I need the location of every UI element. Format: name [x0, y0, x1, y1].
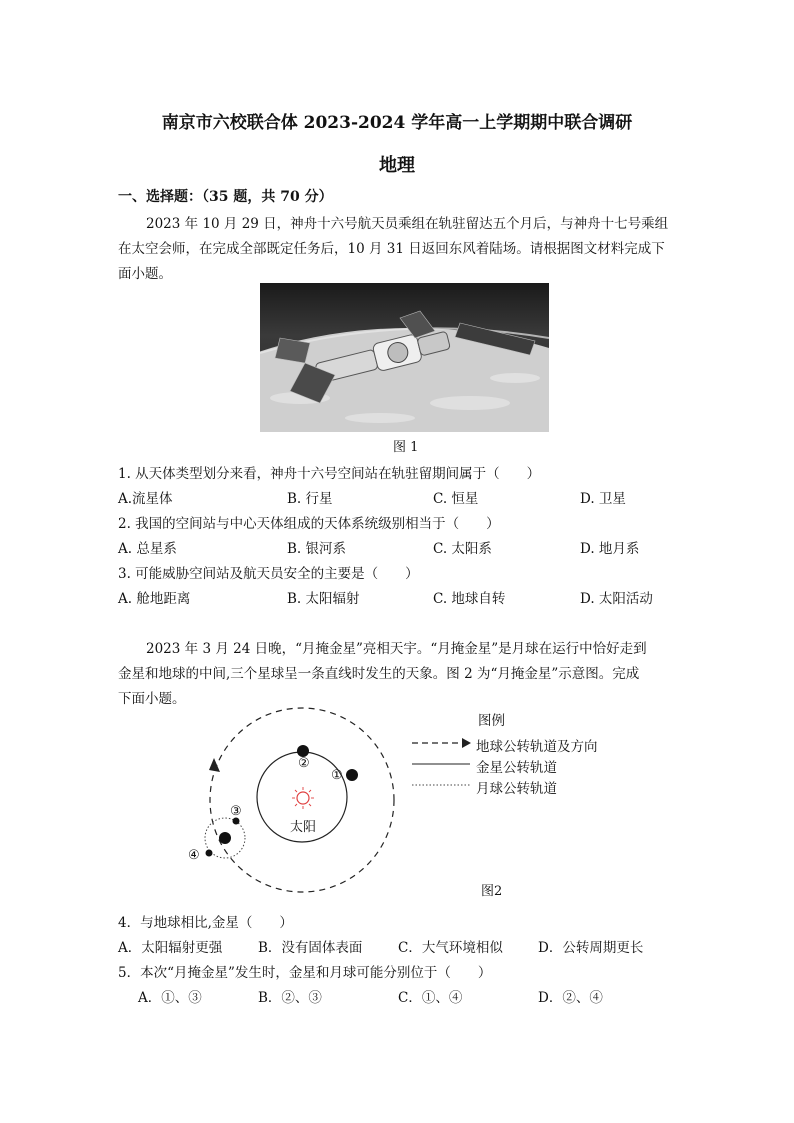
passage2-line1: 2023 年 3 月 24 日晚，“月掩金星”亮相天宇。“月掩金星”是月球在运行中恰好走到: [146, 641, 647, 657]
earth-orbit-arrow-icon: [209, 758, 220, 772]
passage1-line2: 在太空会师，在完成全部既定任务后，10 月 31 日返回东风着陆场。请根据图文材料完成下: [118, 241, 665, 257]
q5-option-b: B．②、③: [258, 990, 322, 1006]
q1-option-d: D. 卫星: [580, 491, 626, 507]
figure2-caption: 图2: [481, 884, 503, 899]
q3-option-c: C. 地球自转: [433, 591, 506, 607]
section-heading: 一、选择题：（35 题，共 70 分）: [118, 189, 333, 205]
q1-option-b: B. 行星: [287, 491, 333, 507]
moon-position-4: [206, 850, 213, 857]
sun-icon: [292, 787, 314, 809]
orbit-diagram: [190, 700, 530, 900]
q1-option-c: C. 恒星: [433, 491, 479, 507]
question-5-stem: 5．本次“月掩金星”发生时，金星和月球可能分别位于（ ）: [118, 965, 492, 981]
q4-option-d: D．公转周期更长: [538, 940, 644, 956]
passage2-line3: 下面小题。: [118, 691, 186, 707]
earth-dot: [219, 832, 231, 844]
q3-option-b: B. 太阳辐射: [287, 591, 360, 607]
q3-option-a: A. 舱地距离: [118, 591, 191, 607]
q5-option-c: C．①、④: [398, 990, 463, 1006]
q4-option-b: B．没有固体表面: [258, 940, 363, 956]
figure1-caption: 图 1: [393, 440, 419, 455]
earth-orbit: [210, 708, 394, 892]
q2-option-b: B. 银河系: [287, 541, 347, 557]
legend-item-moon-orbit: 月球公转轨道: [476, 781, 557, 797]
q2-option-a: A. 总星系: [118, 541, 177, 557]
q2-option-c: C. 太阳系: [433, 541, 492, 557]
question-3-stem: 3. 可能威胁空间站及航天员安全的主要是（ ）: [118, 566, 419, 582]
legend-item-venus-orbit: 金星公转轨道: [476, 760, 557, 776]
passage2-line2: 金星和地球的中间,三个星球呈一条直线时发生的天象。图 2 为“月掩金星”示意图。完成: [118, 666, 640, 682]
legend-title: 图例: [478, 713, 505, 729]
marker-4: ④: [188, 848, 200, 863]
legend-arrow-icon: [462, 738, 471, 748]
q4-option-a: A．太阳辐射更强: [118, 940, 223, 956]
venus-position-1: [346, 769, 358, 781]
subject-title: 地理: [379, 155, 415, 176]
marker-2: ②: [298, 756, 310, 771]
marker-1: ①: [331, 768, 343, 783]
marker-3: ③: [230, 804, 242, 819]
exam-title: 南京市六校联合体 2023-2024 学年高一上学期期中联合调研: [161, 113, 633, 133]
q1-option-a: A.流星体: [118, 491, 173, 507]
q3-option-d: D. 太阳活动: [580, 591, 653, 607]
space-station-photo: [260, 283, 549, 432]
q4-option-c: C．大气环境相似: [398, 940, 503, 956]
passage1-line3: 面小题。: [118, 266, 172, 282]
legend-item-earth-orbit: 地球公转轨道及方向: [476, 739, 598, 755]
passage1-line1: 2023 年 10 月 29 日，神舟十六号航天员乘组在轨驻留达五个月后，与神舟十七号乘组: [146, 216, 669, 232]
q5-option-a: A．①、③: [138, 990, 202, 1006]
sun-label: 太阳: [290, 820, 317, 835]
q5-option-d: D．②、④: [538, 990, 603, 1006]
question-4-stem: 4．与地球相比,金星（ ）: [118, 915, 293, 931]
q2-option-d: D. 地月系: [580, 541, 640, 557]
question-2-stem: 2. 我国的空间站与中心天体组成的天体系统级别相当于（ ）: [118, 516, 500, 532]
question-1-stem: 1. 从天体类型划分来看，神舟十六号空间站在轨驻留期间属于（ ）: [118, 466, 541, 482]
